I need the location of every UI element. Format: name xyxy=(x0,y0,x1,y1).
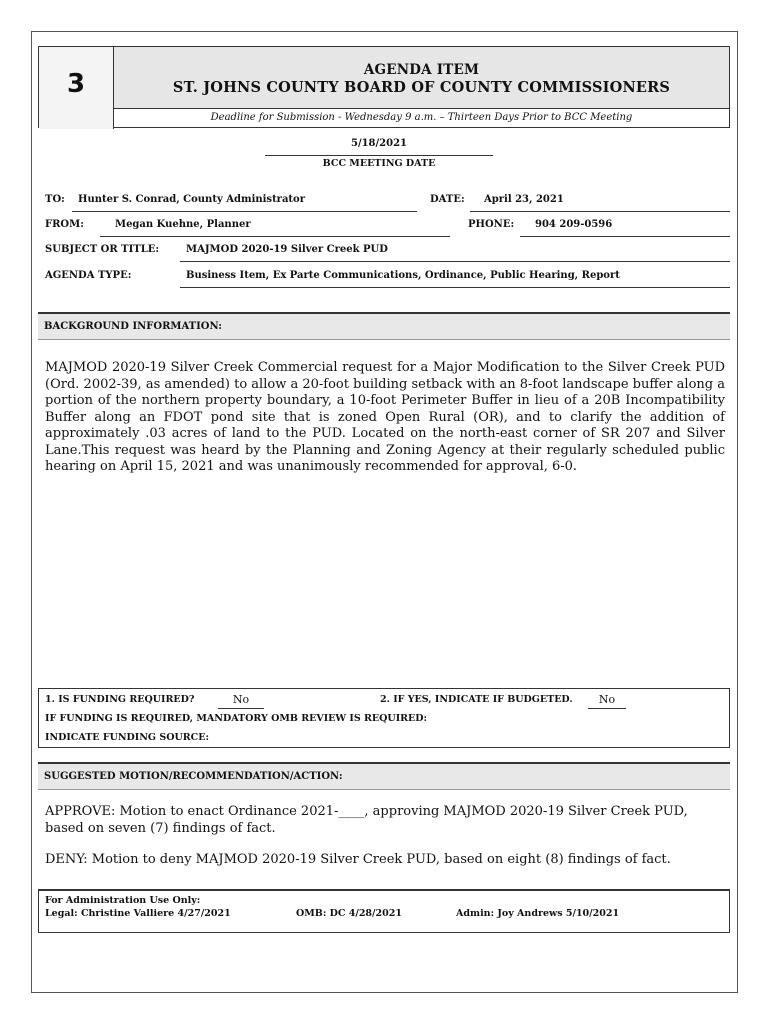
to-value: Hunter S. Conrad, County Administrator xyxy=(78,194,305,205)
phone-label: PHONE: xyxy=(468,219,515,230)
agenda-header xyxy=(38,46,730,128)
date-label: DATE: xyxy=(430,194,465,205)
motion-heading: SUGGESTED MOTION/RECOMMENDATION/ACTION: xyxy=(38,762,730,790)
funding-source-label: INDICATE FUNDING SOURCE: xyxy=(45,732,209,743)
date-underline xyxy=(470,211,730,212)
background-heading: BACKGROUND INFORMATION: xyxy=(38,312,730,340)
motion-approve: APPROVE: Motion to enact Ordinance 2021-____, approving MAJMOD 2020-19 Silver Creek PUD, based on seven (7) findings of fact. xyxy=(45,804,688,836)
meeting-date-underline xyxy=(265,155,493,156)
page-border xyxy=(31,31,738,993)
admin-omb: OMB: DC 4/28/2021 xyxy=(296,908,402,919)
phone-underline xyxy=(520,236,730,237)
motion-deny: DENY: Motion to deny MAJMOD 2020-19 Silver Creek PUD, based on eight (8) findings of fact. xyxy=(45,852,671,867)
meeting-date-label: BCC MEETING DATE xyxy=(322,158,436,169)
admin-heading: For Administration Use Only: xyxy=(45,895,201,906)
meeting-date: 5/18/2021 xyxy=(350,138,407,149)
agenda-title-line1: AGENDA ITEM xyxy=(363,62,480,78)
phone-value: 904 209-0596 xyxy=(535,219,613,230)
subject-underline xyxy=(180,261,730,262)
funding-q2-value: No xyxy=(598,693,616,706)
submission-deadline: Deadline for Submission - Wednesday 9 a.m. – Thirteen Days Prior to BCC Meeting xyxy=(210,112,633,123)
date-value: April 23, 2021 xyxy=(484,194,564,205)
agenda-type-label: AGENDA TYPE: xyxy=(45,270,132,281)
omb-review-note: IF FUNDING IS REQUIRED, MANDATORY OMB REVIEW IS REQUIRED: xyxy=(45,713,428,724)
funding-q2-underline xyxy=(588,708,626,709)
agenda-title xyxy=(114,47,729,109)
from-label: FROM: xyxy=(45,219,84,230)
funding-q1-value: No xyxy=(232,693,250,706)
from-value: Megan Kuehne, Planner xyxy=(115,219,251,230)
background-text: MAJMOD 2020-19 Silver Creek Commercial request for a Major Modification to the Silver Creek PUD (Ord. 2002-39, as amended) to allow a 20-foot building setback with an 8-foot landscape buffer along a portion of the northern property boundary, a 10-foot Perimeter Buffer in lieu of a 20B Incompatibility Buffer along an FDOT pond site that is zoned Open Rural (OR), and to clarify the addition of approximately .03 acres of land to the PUD. Located on the north-east corner of SR 207 and Silver Lane.This request was heard by the Planning and Zoning Agency at their regularly scheduled public hearing on April 15, 2021 and was unanimously recommended for approval, 6-0. xyxy=(45,360,725,474)
agenda-item-number: 3 xyxy=(39,47,114,129)
subject-value: MAJMOD 2020-19 Silver Creek PUD xyxy=(186,244,388,255)
admin-legal: Legal: Christine Valliere 4/27/2021 xyxy=(45,908,231,919)
funding-q1-underline xyxy=(218,708,264,709)
agenda-type-underline xyxy=(180,287,730,288)
from-underline xyxy=(100,236,450,237)
agenda-title-line2: ST. JOHNS COUNTY BOARD OF COUNTY COMMISSIONERS xyxy=(172,79,671,96)
admin-signoff: Admin: Joy Andrews 5/10/2021 xyxy=(456,908,620,919)
to-label: TO: xyxy=(45,194,65,205)
funding-q2-label: 2. IF YES, INDICATE IF BUDGETED. xyxy=(380,694,573,705)
subject-label: SUBJECT OR TITLE: xyxy=(45,244,160,255)
funding-q1-label: 1. IS FUNDING REQUIRED? xyxy=(45,694,195,705)
agenda-type-value: Business Item, Ex Parte Communications, Ordinance, Public Hearing, Report xyxy=(186,270,620,281)
to-underline xyxy=(72,211,417,212)
